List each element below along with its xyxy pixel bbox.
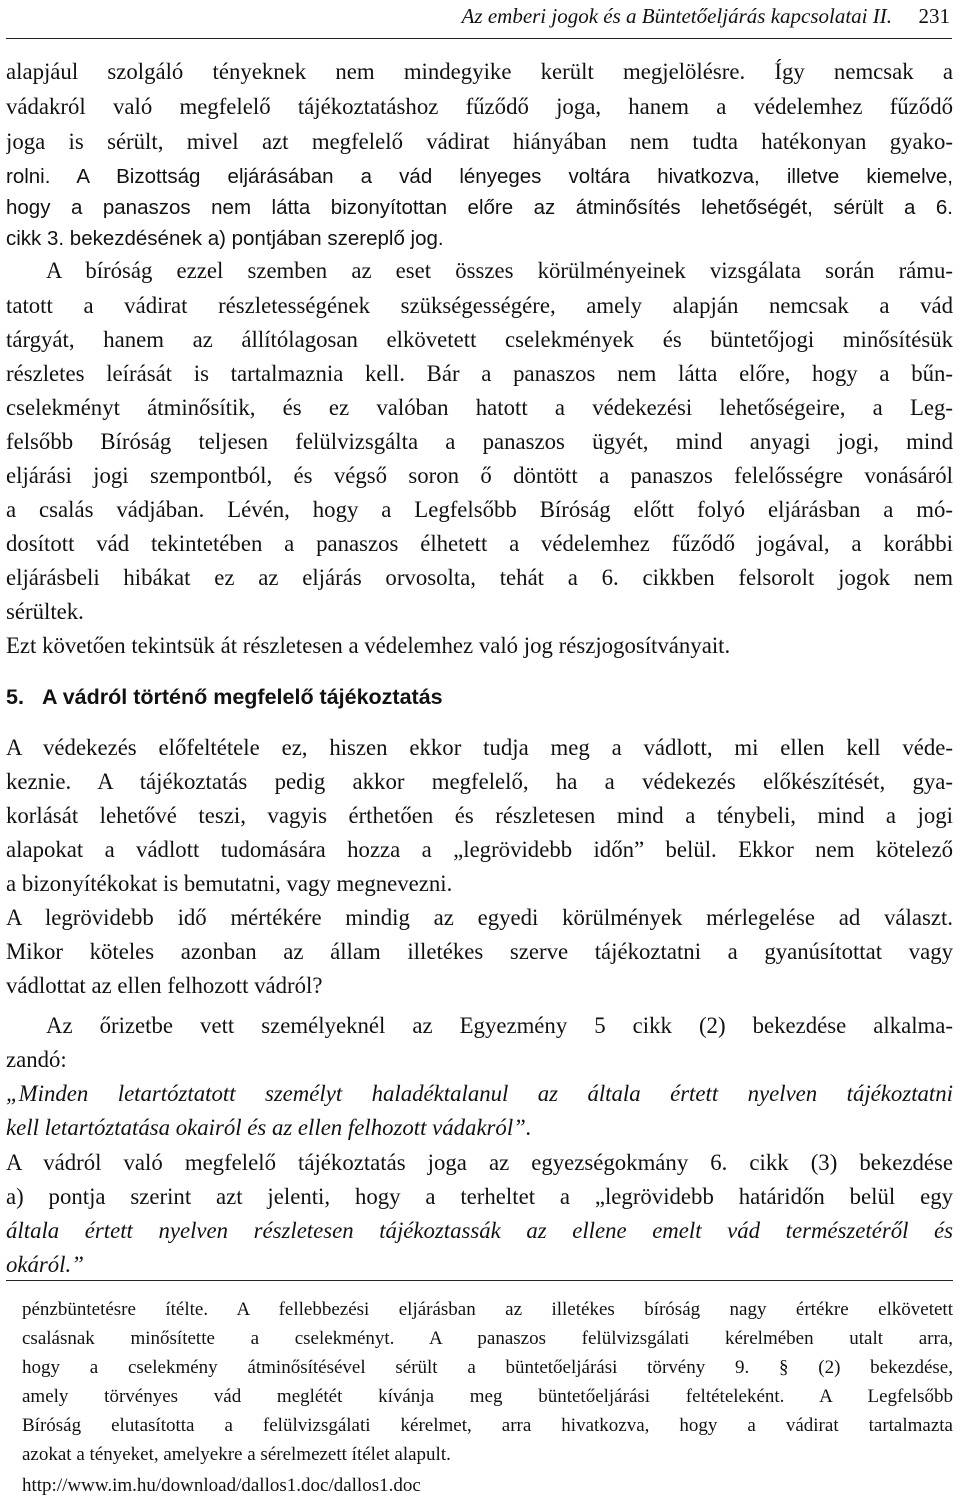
- section-line: korlását lehetővé teszi, vagyis érthetően és részletesen mind a ténybeli, mind a jogi: [6, 803, 953, 828]
- section-line: Az őrizetbe vett személyeknél az Egyezmény 5 cikk (2) bekezdése alkalma-: [46, 1013, 953, 1038]
- footnote-separator: [6, 1280, 953, 1281]
- body-line: cikk 3. bekezdésének a) pontjában szereplő jog.: [6, 227, 444, 250]
- quote-line: általa értett nyelven részletesen tájékoztassák az ellene emelt vád természetéről és: [6, 1218, 953, 1243]
- running-header: [6, 0, 952, 39]
- footnote-line: amely törvényes vád meglétét kívánja meg büntetőeljárási feltételeként. A Legfelsőbb: [22, 1386, 953, 1407]
- section-line: A vádról való megfelelő tájékoztatás joga az egyezségokmány 6. cikk (3) bekezdése: [6, 1150, 953, 1175]
- section-line: keznie. A tájékoztatás pedig akkor megfelelő, ha a védekezés előkészítését, gya-: [6, 769, 953, 794]
- body-line: a csalás vádjában. Lévén, hogy a Legfelsőbb Bíróság előtt folyó eljárásban a mó-: [6, 497, 953, 522]
- body-line: dosított vád tekintetében a panaszos élhetett a védelemhez fűződő jogával, a korábbi: [6, 531, 953, 556]
- section-line: zandó:: [6, 1047, 67, 1072]
- footnote-line: hogy a cselekmény átminősítésével sérült a büntetőeljárási törvény 9. § (2) bekezdése,: [22, 1357, 953, 1378]
- header-title: Az emberi jogok és a Büntetőeljárás kapcsolatai II.: [461, 4, 892, 28]
- body-line: felsőbb Bíróság teljesen felülvizsgálta a panaszos ügyét, mind anyagi jogi, mind: [6, 429, 953, 454]
- footnote-line: Bíróság elutasította a felülvizsgálati kérelmet, arra hivatkozva, hogy a vádirat tartalmazta: [22, 1415, 953, 1436]
- section-line: vádlottat az ellen felhozott vádról?: [6, 973, 323, 998]
- body-line: hogy a panaszos nem látta bizonyítottan előre az átminősítés lehetőségét, sérült a 6.: [6, 196, 953, 219]
- body-line: részletes leírását is tartalmaznia kell. Bár a panaszos nem látta előre, hogy a bűn-: [6, 361, 953, 386]
- body-line: tatott a vádirat részletességének szükségességére, amely alapján nemcsak a vád: [6, 293, 953, 318]
- section-line: Mikor köteles azonban az állam illetékes szerve tájékoztatni a gyanúsítottat vagy: [6, 939, 953, 964]
- footnote-line: azokat a tényeket, amelyekre a sérelmezett ítélet alapult.: [22, 1444, 451, 1465]
- section-line: A védekezés előfeltétele ez, hiszen ekkor tudja meg a vádlott, mi ellen kell véde-: [6, 735, 953, 760]
- body-line: cselekményt átminősítik, és ez valóban hatott a védekezési lehetőségeire, a Leg-: [6, 395, 953, 420]
- body-line: eljárási jogi szempontból, és végső soron ő döntött a panaszos felelősségre vonásáról: [6, 463, 953, 488]
- quote-line: „Minden letartóztatott személyt haladéktalanul az általa értett nyelven tájékoztatni: [6, 1081, 953, 1106]
- body-line: eljárásbeli hibákat ez az eljárás orvosolta, tehát a 6. cikkben felsorolt jogok nem: [6, 565, 953, 590]
- section-line: a) pontja szerint azt jelenti, hogy a terheltet a „legrövidebb határidőn belül egy: [6, 1184, 953, 1209]
- section-heading: [6, 683, 443, 711]
- section-number: 5.: [6, 685, 24, 709]
- body-line: tárgyát, hanem az állítólagosan elkövetett cselekmények és büntetőjogi minősítésük: [6, 327, 953, 352]
- section-line: a bizonyítékokat is bemutatni, vagy megnevezni.: [6, 871, 453, 896]
- source-url: http://www.im.hu/download/dallos1.doc/dallos1.doc: [22, 1475, 421, 1496]
- page-number: 231: [918, 4, 950, 28]
- section-title: A vádról történő megfelelő tájékoztatás: [42, 685, 443, 709]
- body-line: rolni. A Bizottság eljárásában a vád lényeges voltára hivatkozva, illetve kiemelve,: [6, 165, 953, 188]
- body-line: A bíróság ezzel szemben az eset összes körülményeinek vizsgálata során rámu-: [46, 258, 953, 283]
- body-line: Ezt követően tekintsük át részletesen a védelemhez való jog részjogosítványait.: [6, 633, 731, 658]
- footnote-line: csalásnak minősítette a cselekményt. A panaszos felülvizsgálati kérelmében utalt arra,: [22, 1328, 953, 1349]
- quote-line: okáról.”: [6, 1252, 84, 1277]
- section-line: A legrövidebb idő mértékére mindig az egyedi körülmények mérlegelése ad választ.: [6, 905, 953, 930]
- body-line: alapjául szolgáló tényeknek nem mindegyike került megjelölésre. Így nemcsak a: [6, 59, 953, 84]
- body-line: joga is sérült, mivel azt megfelelő vádirat hiányában nem tudta hatékonyan gyako-: [6, 129, 953, 154]
- body-line: sérültek.: [6, 599, 84, 624]
- footnote-line: pénzbüntetésre ítélte. A fellebbezési eljárásban az illetékes bíróság nagy értékre elkövetett: [22, 1299, 953, 1320]
- quote-line: kell letartóztatása okairól és az ellen felhozott vádakról”.: [6, 1115, 532, 1140]
- body-line: vádakról való megfelelő tájékoztatáshoz fűződő joga, hanem a védelemhez fűződő: [6, 94, 953, 119]
- section-line: alapokat a vádlott tudomására hozza a „legrövidebb időn” belül. Ekkor nem kötelező: [6, 837, 953, 862]
